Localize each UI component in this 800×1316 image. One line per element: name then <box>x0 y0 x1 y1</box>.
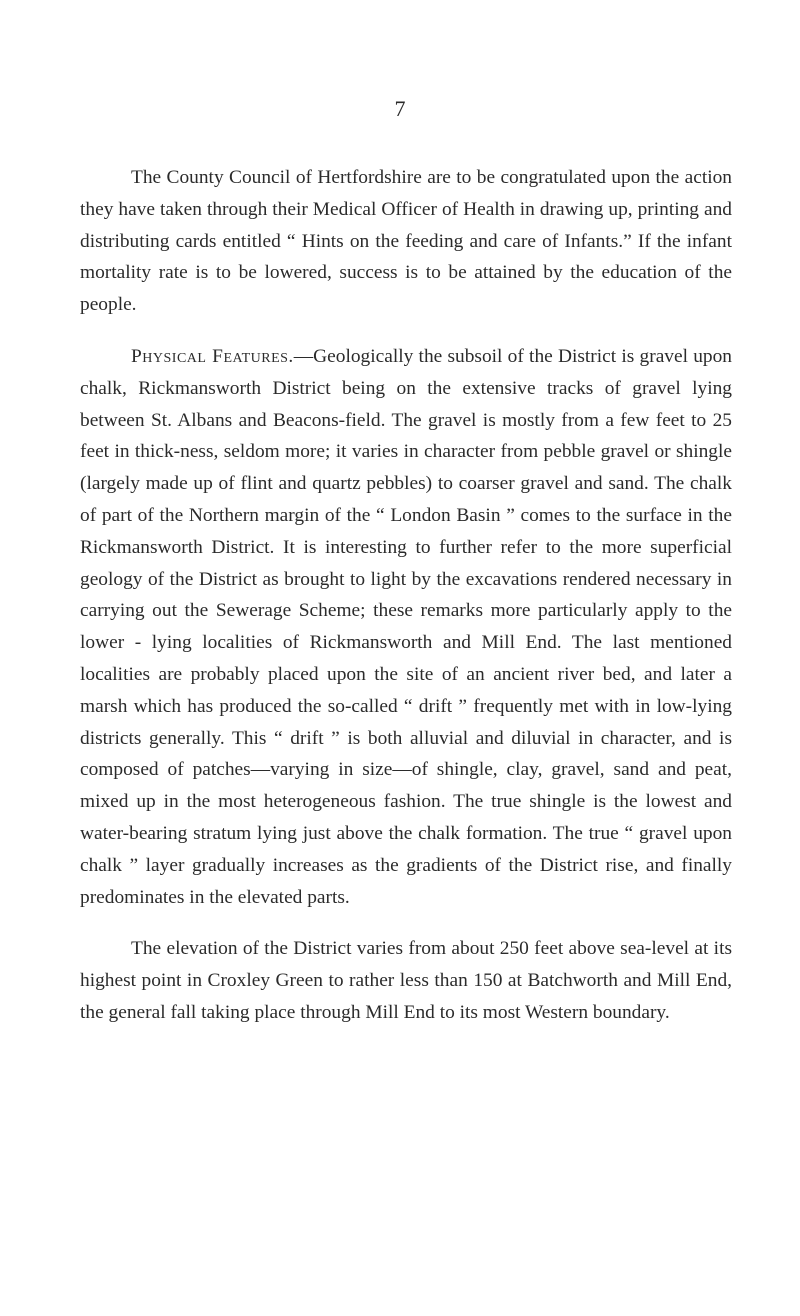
paragraph-physical-features-text: —Geologically the subsoil of the District is gravel upon chalk, Rickmansworth District being on the extensive tracks of gravel lying between St. Albans and Beacons-field. The gravel is mostly from a few feet to 25 feet in thick-ness, seldom more; it varies in character from pebble gravel or shingle (largely made up of flint and quartz pebbles) to coarser gravel and sand. The chalk of part of the Northern margin of the “ London Basin ” comes to the surface in the Rickmansworth District. It is interesting to further refer to the more superficial geology of the District as brought to light by the excavations rendered necessary in carrying out the Sewerage Scheme; these remarks more particularly apply to the lower - lying localities of Rickmansworth and Mill End. The last mentioned localities are probably placed upon the site of an ancient river bed, and later a marsh which has produced the so-called “ drift ” frequently met with in low-lying districts generally. This “ drift ” is both alluvial and diluvial in character, and is composed of patches—varying in size—of shingle, clay, gravel, sand and peat, mixed up in the most heterogeneous fashion. The true shingle is the lowest and water-bearing stratum lying just above the chalk formation. The true “ gravel upon chalk ” layer gradually increases as the gradients of the District rise, and finally predominates in the elevated parts. <box>80 345 732 908</box>
section-heading-physical-features: Physical Features. <box>131 345 294 367</box>
paragraph-infant-care: The County Council of Hertfordshire are to be congratulated upon the action they have taken through their Medical Officer of Health in drawing up, printing and distributing cards entitled “ Hints on the feeding and care of Infants.” If the infant mortality rate is to be lowered, success is to be attained by the education of the people. <box>80 167 732 316</box>
paragraph-elevation: The elevation of the District varies from about 250 feet above sea-level at its highest point in Croxley Green to rather less than 150 at Batchworth and Mill End, the general fall taking place through Mill End to its most Western boundary. <box>80 938 732 1023</box>
page-number: 7 <box>394 96 406 121</box>
body-text <box>80 162 732 1029</box>
paragraph-physical-features <box>80 341 732 913</box>
